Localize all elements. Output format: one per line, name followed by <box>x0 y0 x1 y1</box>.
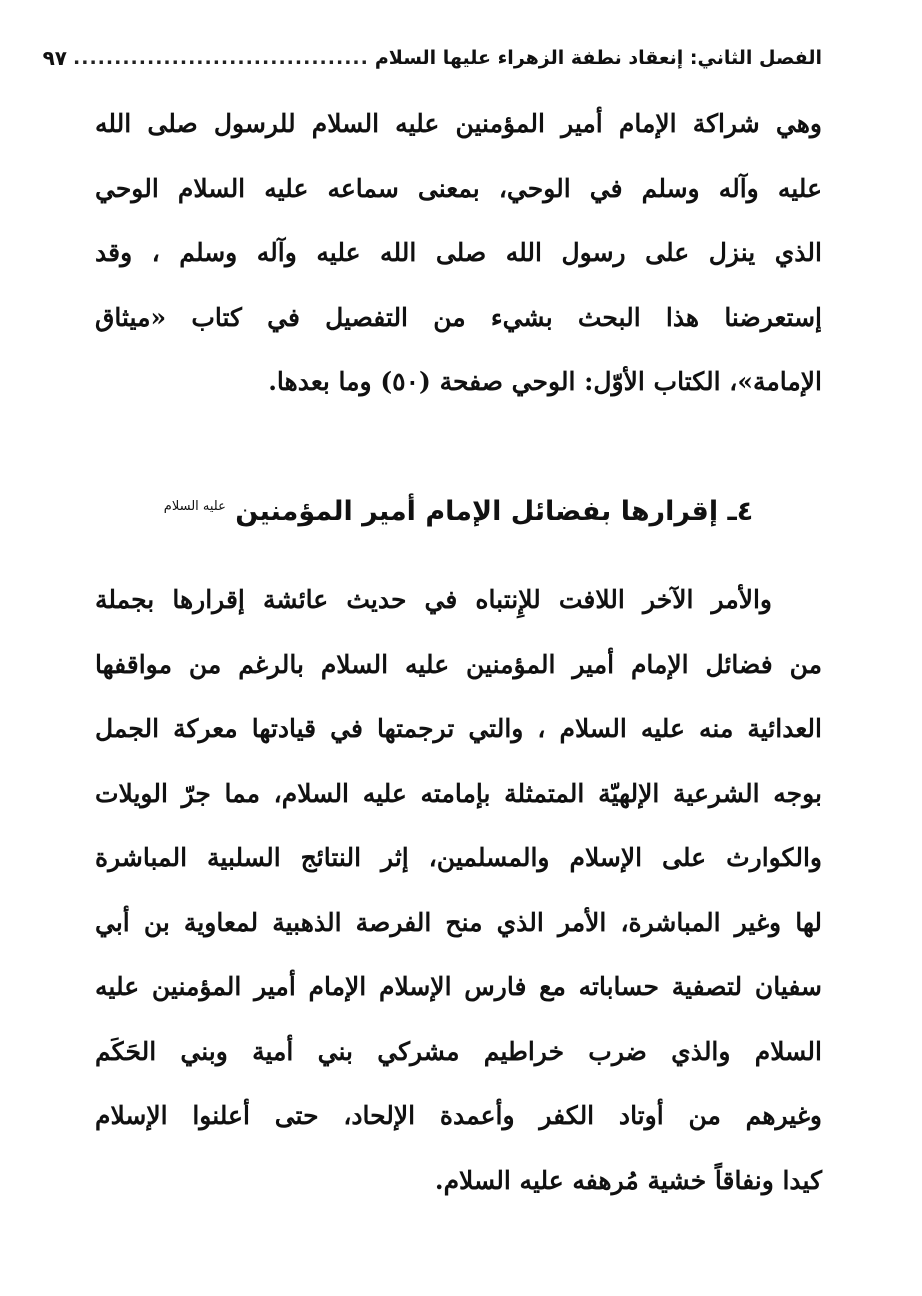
chapter-title: الفصل الثاني: إنعقاد نطفة الزهراء عليها السلام <box>374 47 822 69</box>
paragraph-line: سفيان لتصفية حساباته مع فارس الإسلام الإمام أمير المؤمنين عليه <box>95 972 822 1001</box>
paragraph-line: لها وغير المباشرة، الأمر الذي منح الفرصة الذهبية لمعاوية بن أبي <box>95 907 822 937</box>
paragraph-line: إستعرضنا هذا البحث بشيء من التفصيل في كتاب «ميثاق <box>95 302 822 332</box>
section-heading <box>95 482 822 537</box>
paragraph-1 <box>95 92 822 415</box>
section-heading-text: ٤ـ إقرارها بفضائل الإمام أمير المؤمنين <box>235 496 754 527</box>
paragraph-line: بوجه الشرعية الإلهيّة المتمثلة بإمامته عليه السلام، مما جرّ الويلات <box>95 778 822 808</box>
honorific-mark: عليه السلام <box>163 499 226 514</box>
paragraph-line: عليه وآله وسلم في الوحي، بمعنى سماعه عليه السلام الوحي <box>95 173 822 203</box>
paragraph-line: والأمر الآخر اللافت للإِنتباه في حديث عائشة إقرارها بجملة <box>95 585 772 614</box>
paragraph-line: الإمامة»، الكتاب الأوّل: الوحي صفحة (٥٠) وما بعدها. <box>268 367 822 396</box>
paragraph-2 <box>95 568 822 1213</box>
paragraph-line: والكوارث على الإسلام والمسلمين، إثر النتائج السلبية المباشرة <box>95 843 822 872</box>
leader-dots: .................................... <box>73 47 369 69</box>
running-header <box>42 38 822 78</box>
paragraph-line: السلام والذي ضرب خراطيم مشركي بني أمية وبني الحَكَم <box>95 1036 822 1066</box>
paragraph-line: العدائية منه عليه السلام ، والتي ترجمتها في قيادتها معركة الجمل <box>95 714 822 743</box>
paragraph-line: وهي شراكة الإمام أمير المؤمنين عليه السلام للرسول صلى الله <box>95 109 822 138</box>
paragraph-line: كيدا ونفاقاً خشية مُرهفه عليه السلام. <box>434 1165 822 1195</box>
page-number: ٩٧ <box>42 46 68 70</box>
paragraph-line: الذي ينزل على رسول الله صلى الله عليه وآله وسلم ، وقد <box>95 238 822 267</box>
paragraph-line: وغيرهم من أوتاد الكفر وأعمدة الإلحاد، حتى أعلنوا الإسلام <box>95 1101 822 1130</box>
document-page <box>42 0 822 1296</box>
paragraph-line: من فضائل الإمام أمير المؤمنين عليه السلام بالرغم من مواقفها <box>95 649 822 679</box>
